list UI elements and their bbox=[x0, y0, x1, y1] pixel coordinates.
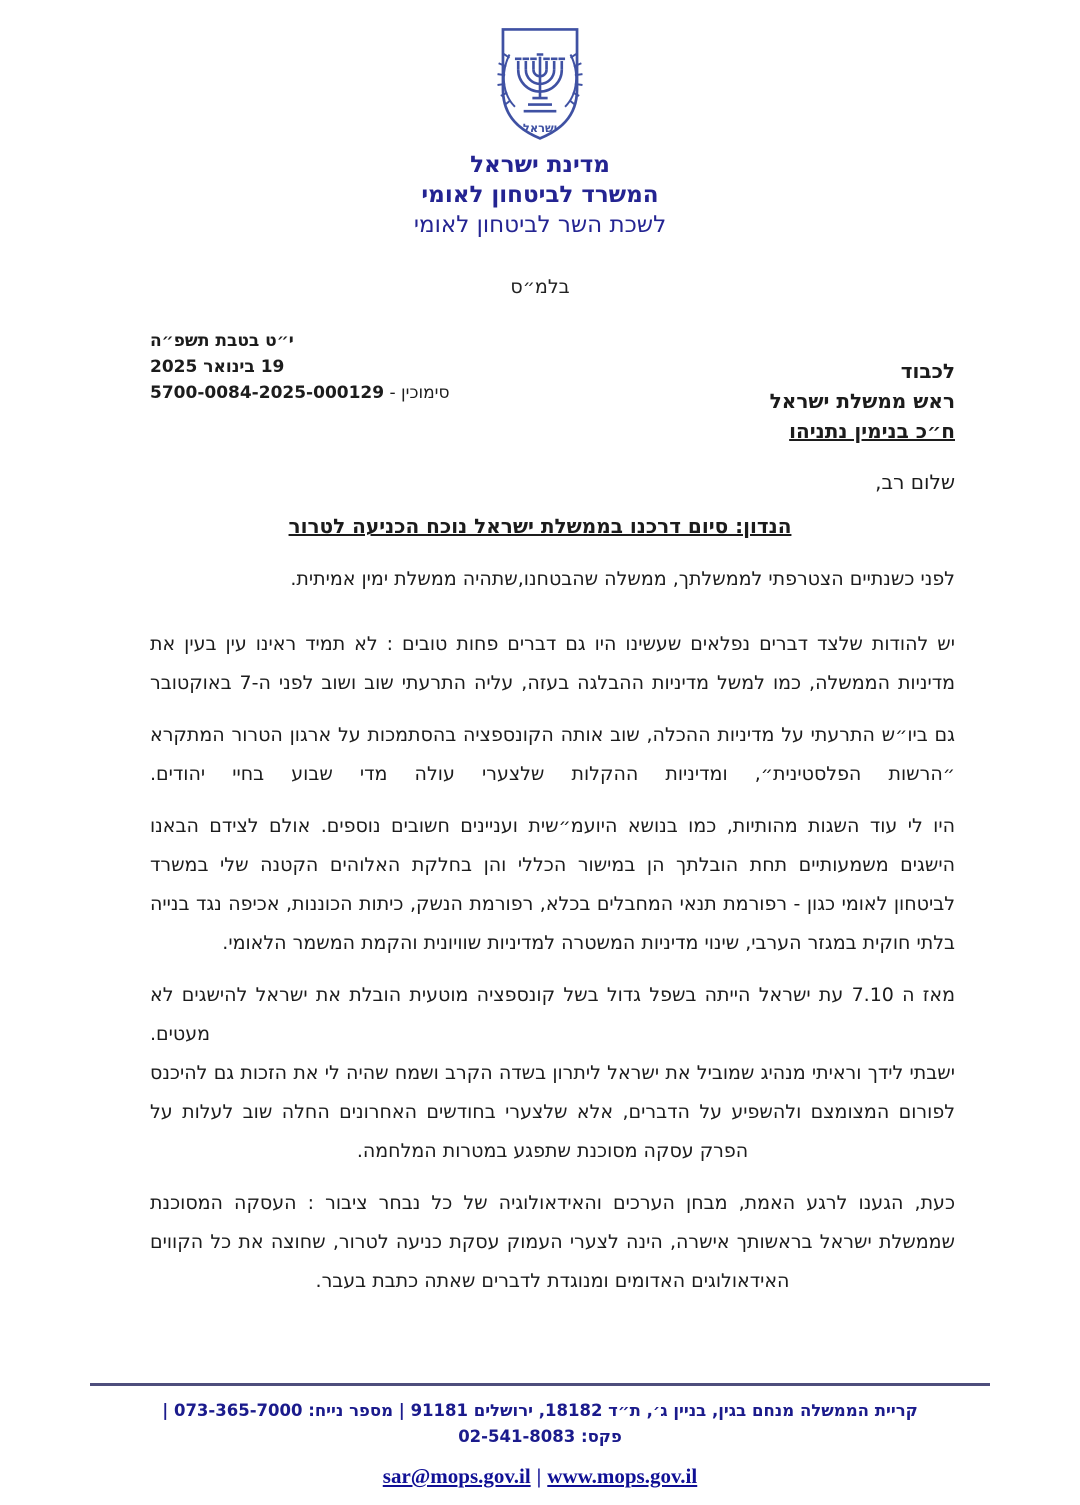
date-block bbox=[150, 328, 449, 406]
links-separator: | bbox=[536, 1464, 542, 1488]
letter-body bbox=[150, 560, 955, 1301]
reference-label: סימוכין - bbox=[389, 383, 450, 403]
email-link[interactable]: sar@mops.gov.il bbox=[382, 1464, 531, 1488]
recipient-name: ח״כ בנימין נתניהו bbox=[789, 419, 955, 443]
subject-line: הנדון: סיום דרכנו בממשלת ישראל נוכח הכניעה לטרור bbox=[288, 514, 792, 538]
classification-marking: בלמ״ס bbox=[510, 276, 570, 298]
website-link[interactable]: www.mops.gov.il bbox=[547, 1464, 698, 1488]
state-name: מדינת ישראל bbox=[470, 152, 610, 178]
letter-paragraph: מאז ה 7.10 עת ישראל הייתה בשפל גדול בשל קונספציה מוטעית הובלת את ישראל להישגים לא מעטים. bbox=[150, 984, 955, 1045]
recipient-block bbox=[770, 356, 955, 446]
gregorian-date: 19 בינואר 2025 bbox=[150, 357, 285, 377]
letter-paragraph: יש להודות שלצד דברים נפלאים שעשינו היו גם דברים פחות טובים : לא תמיד ראינו עין בעין את מדיניות הממשלה, כמו למשל מדיניות ההבלגה בעזה, עליה התרעתי שוב ושוב לפני ה-7 באוקטובר bbox=[150, 633, 955, 694]
emblem-caption: ישראל bbox=[522, 120, 558, 135]
meta-row bbox=[150, 328, 955, 446]
israel-emblem-icon bbox=[485, 24, 595, 146]
footer-fax: פקס: 02-541-8083 bbox=[458, 1427, 622, 1446]
ministry-name: המשרד לביטחון לאומי bbox=[421, 182, 659, 208]
letterhead bbox=[0, 24, 1080, 240]
office-name: לשכת השר לביטחון לאומי bbox=[413, 212, 667, 238]
greeting: שלום רב, bbox=[875, 470, 955, 494]
footer-address: קריית הממשלה מנחם בגין, בניין ג׳, ת״ד 18182, ירושלים 91181 | מספר נייח: 073-365-7000 | bbox=[162, 1401, 918, 1420]
recipient-title: ראש ממשלת ישראל bbox=[769, 389, 955, 413]
letter-paragraph: גם ביו״ש התרעתי על מדיניות ההכלה, שוב אותה הקונספציה בהסתמכות על ארגון הטרור המתקרא ״הרשות הפלסטינית״, ומדיניות ההקלות שלצערי עולה מדי שבוע בחיי יהודים. bbox=[150, 724, 955, 785]
letter-paragraph: כעת, הגענו לרגע האמת, מבחן הערכים והאידאולוגיה של כל נבחר ציבור : העסקה המסוכנת שממשלת ישראל בראשותך אישרה, הינה לצערי העמוק עסקת כניעה לטרור, שחוצה את כל הקווים האידאולוגים האדומים ומנוגדת לדברים שאתה כתבת בעבר. bbox=[150, 1192, 955, 1292]
recipient-honorific: לכבוד bbox=[900, 359, 955, 383]
letter-paragraph: לפני כשנתיים הצטרפתי לממשלתך, ממשלה שהבטחנו,שתהיה ממשלת ימין אמיתית. bbox=[290, 568, 955, 590]
footer-divider-line bbox=[90, 1383, 990, 1386]
letter-paragraph: היו לי עוד השגות מהותיות, כמו בנושא היועמ״שית ועניינים חשובים נוספים. אולם לצידם הבאנו הישגים משמעותיים תחת הובלתך הן במישור הכללי והן בחלקת האלוהים הקטנה שלי במשרד לביטחון לאומי כגון - רפורמת תנאי המחבלים בכלא, רפורמת הנשק, כיתות הכוננות, אכיפה נגד בנייה בלתי חוקית במגזר הערבי, שינוי מדיניות המשטרה למדיניות שוויונית והקמת המשמר הלאומי. bbox=[150, 815, 955, 954]
footer-links bbox=[0, 1464, 1080, 1489]
letter-paragraph: ישבתי לידך וראיתי מנהיג שמוביל את ישראל ליתרון בשדה הקרב ושמח שהיה לי את הזכות גם להיכנס לפורום המצומצם ולהשפיע על הדברים, אלא שלצערי בחודשים האחרונים החלה שוב לעלות על הפרק עסקה מסוכנת שתפגע במטרות המלחמה. bbox=[150, 1062, 955, 1162]
footer bbox=[0, 1383, 1080, 1505]
reference-line bbox=[150, 380, 449, 406]
reference-number: 5700-0084-2025-000129 bbox=[150, 383, 385, 403]
hebrew-date: י״ט בטבת תשפ״ה bbox=[150, 331, 294, 351]
